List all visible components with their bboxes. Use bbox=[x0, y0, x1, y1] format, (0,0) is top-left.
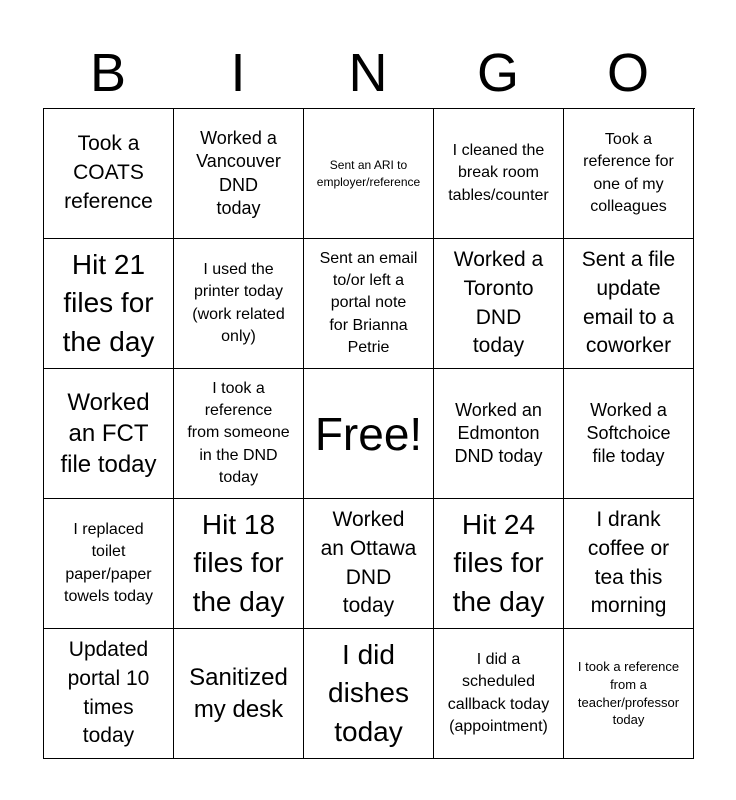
bingo-cell[interactable] bbox=[564, 109, 694, 239]
bingo-cell[interactable] bbox=[44, 109, 174, 239]
cell-text: Worked an Edmonton DND today bbox=[454, 399, 543, 467]
bingo-cell[interactable] bbox=[174, 239, 304, 369]
cell-text: I cleaned the break room tables/counter bbox=[448, 141, 549, 204]
cell-text: Sanitized my desk bbox=[189, 664, 288, 723]
header-letter-i: I bbox=[230, 43, 246, 103]
cell-text: Worked a Toronto DND today bbox=[453, 247, 544, 358]
cell-text: Hit 24 files for the day bbox=[452, 508, 545, 617]
bingo-cell[interactable] bbox=[174, 629, 304, 759]
bingo-cell[interactable] bbox=[304, 109, 434, 239]
bingo-board bbox=[43, 108, 695, 759]
cell-text: Sent an email to/or left a portal note for Brianna Petrie bbox=[319, 249, 418, 357]
free-space[interactable] bbox=[304, 369, 434, 499]
cell-text: Hit 18 files for the day bbox=[192, 508, 285, 617]
bingo-cell[interactable] bbox=[564, 499, 694, 629]
bingo-cell[interactable] bbox=[564, 369, 694, 499]
bingo-cell[interactable] bbox=[434, 369, 564, 499]
cell-text: I took a reference from someone in the DND today bbox=[187, 379, 290, 487]
cell-text: I did a scheduled callback today (appointment) bbox=[447, 650, 550, 735]
bingo-cell[interactable] bbox=[434, 109, 564, 239]
cell-text: I took a reference from a teacher/professor today bbox=[577, 659, 680, 728]
cell-text: Sent a file update email to a coworker bbox=[581, 247, 676, 358]
bingo-cell[interactable] bbox=[44, 239, 174, 369]
cell-text: Sent an ARI to employer/reference bbox=[316, 158, 421, 189]
cell-text: I used the printer today (work related only) bbox=[192, 260, 285, 345]
cell-text: Worked an Ottawa DND today bbox=[320, 507, 417, 618]
bingo-cell[interactable] bbox=[434, 239, 564, 369]
bingo-cell[interactable] bbox=[304, 239, 434, 369]
cell-text: Worked a Vancouver DND today bbox=[196, 128, 281, 218]
bingo-cell[interactable] bbox=[44, 629, 174, 759]
bingo-cell[interactable] bbox=[174, 499, 304, 629]
bingo-cell[interactable] bbox=[564, 239, 694, 369]
bingo-cell[interactable] bbox=[174, 369, 304, 499]
cell-text: I drank coffee or tea this morning bbox=[587, 507, 670, 618]
cell-text: Took a COATS reference bbox=[64, 132, 153, 213]
cell-text: Worked an FCT file today bbox=[60, 388, 157, 479]
cell-text: Updated portal 10 times today bbox=[67, 637, 150, 748]
bingo-cell[interactable] bbox=[174, 109, 304, 239]
bingo-header bbox=[43, 38, 693, 108]
bingo-cell[interactable] bbox=[434, 629, 564, 759]
bingo-cell[interactable] bbox=[44, 369, 174, 499]
cell-text: Worked a Softchoice file today bbox=[586, 399, 671, 467]
header-letter-b: B bbox=[89, 43, 127, 103]
bingo-cell[interactable] bbox=[44, 499, 174, 629]
cell-text: Took a reference for one of my colleagues bbox=[583, 130, 674, 215]
bingo-cell[interactable] bbox=[434, 499, 564, 629]
cell-text: I did dishes today bbox=[328, 638, 409, 747]
bingo-cell[interactable] bbox=[304, 499, 434, 629]
cell-text: Hit 21 files for the day bbox=[62, 248, 155, 357]
cell-text: Free! bbox=[314, 407, 423, 460]
header-letter-o: O bbox=[606, 43, 649, 103]
header-letter-n: N bbox=[348, 43, 388, 103]
bingo-cell[interactable] bbox=[304, 629, 434, 759]
bingo-cell[interactable] bbox=[564, 629, 694, 759]
header-letter-g: G bbox=[476, 43, 519, 103]
cell-text: I replaced toilet paper/paper towels today bbox=[64, 520, 153, 605]
